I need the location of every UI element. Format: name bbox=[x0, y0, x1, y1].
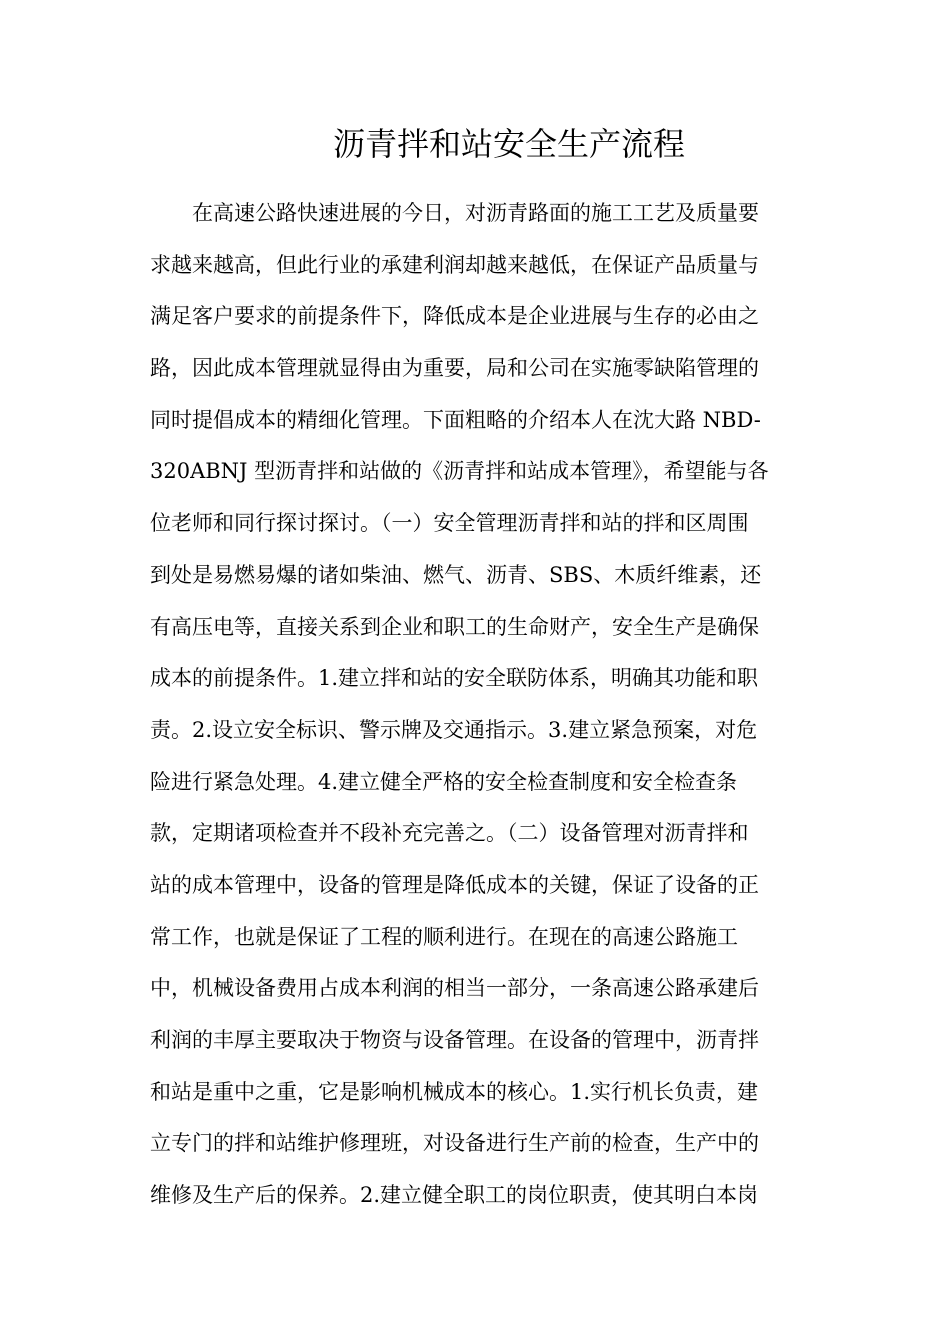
text-line: 站的成本管理中，设备的管理是降低成本的关键，保证了设备的正 bbox=[150, 872, 759, 897]
text-line: 险进行紧急处理。4.建立健全严格的安全检查制度和安全检查条 bbox=[150, 769, 738, 794]
text-line: 320ABNJ 型沥青拌和站做的《沥青拌和站成本管理》，希望能与各 bbox=[150, 459, 769, 484]
text-line: 中，机械设备费用占成本利润的相当一部分，一条高速公路承建后 bbox=[150, 976, 759, 1001]
document-title: 沥青拌和站安全生产流程 bbox=[332, 125, 685, 163]
text-line: 常工作，也就是保证了工程的顺利进行。在现在的高速公路施工 bbox=[150, 924, 738, 949]
text-line: 路，因此成本管理就显得由为重要，局和公司在实施零缺陷管理的 bbox=[150, 356, 759, 381]
text-line: 有高压电等，直接关系到企业和职工的生命财产，安全生产是确保 bbox=[150, 614, 759, 639]
text-line: 立专门的拌和站维护修理班，对设备进行生产前的检查，生产中的 bbox=[150, 1131, 759, 1156]
text-line: 同时提倡成本的精细化管理。下面粗略的介绍本人在沈大路 NBD- bbox=[150, 407, 761, 432]
text-line: 款，定期诸项检查并不段补充完善之。（二）设备管理对沥青拌和 bbox=[150, 821, 749, 846]
text-line: 在高速公路快速进展的今日，对沥青路面的施工工艺及质量要 bbox=[150, 201, 759, 225]
document-body bbox=[150, 188, 810, 1222]
text-line: 责。2.设立安全标识、警示牌及交通指示。3.建立紧急预案，对危 bbox=[150, 717, 758, 742]
text-line: 求越来越高，但此行业的承建利润却越来越低，在保证产品质量与 bbox=[150, 252, 759, 277]
text-line: 到处是易燃易爆的诸如柴油、燃气、沥青、SBS、木质纤维素，还 bbox=[150, 562, 762, 587]
text-line: 成本的前提条件。1.建立拌和站的安全联防体系，明确其功能和职 bbox=[150, 666, 759, 691]
text-line: 满足客户要求的前提条件下，降低成本是企业进展与生存的必由之 bbox=[150, 304, 759, 329]
text-line: 位老师和同行探讨探讨。（一）安全管理沥青拌和站的拌和区周围 bbox=[150, 511, 749, 536]
text-line: 维修及生产后的保养。2.建立健全职工的岗位职责，使其明白本岗 bbox=[150, 1183, 759, 1208]
text-line: 利润的丰厚主要取决于物资与设备管理。在设备的管理中，沥青拌 bbox=[150, 1028, 759, 1052]
text-line: 和站是重中之重，它是影响机械成本的核心。1.实行机长负责，建 bbox=[150, 1079, 759, 1104]
